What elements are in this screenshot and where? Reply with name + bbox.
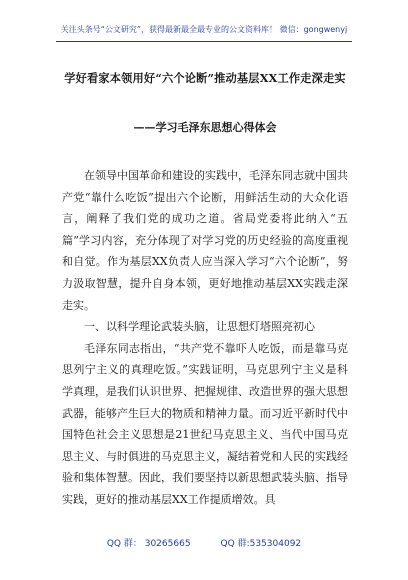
footer-qq-group-2: QQ 群:535304092 <box>220 539 302 549</box>
footer-qq-group-1: QQ 群： 30265665 <box>106 539 191 549</box>
document-title: 学好看家本领用好“六个论断”推动基层XX工作走深走实 <box>64 71 346 85</box>
document-body <box>62 165 348 511</box>
document-subtitle: ——学习毛泽东思想心得体会 <box>133 121 277 134</box>
footer-contact <box>0 536 408 549</box>
section-heading-1: 一、以科学理论武装头脑，让思想灯塔照亮初心 <box>84 320 315 334</box>
header-note: 关注头条号“公文研究”，获得最新最全最专业的公文资料库！ 微信：gongwenyj <box>60 25 348 34</box>
header-divider <box>56 41 352 42</box>
paragraph-section-1: 毛泽东同志指出，“共产党不靠吓人吃饭，而是靠马克思列宁主义的真理吃饭。”实践证明，马克思列宁主义是科学真理，是我们认识世界、把握规律、改造世界的强大思想武器，能够产生巨大的物质和精神力量。而习近平新时代中国特色社会主义思想是21世纪马克思主义、当代中国马克思主义、与时俱进的马克思主义，凝结着党和人民的实践经验和集体智慧。因此，我们要坚持以新思想武装头脑、指导实践，更好的推动基层XX工作提质增效。具 <box>62 341 348 506</box>
paragraph-intro: 在领导中国革命和建设的实践中，毛泽东同志就中国共产党“靠什么吃饭”提出六个论断，用鲜活生动的大众化语言，阐释了我们党的成功之道。省局党委将此纳入“五篇”学习内容，充分体现了对学习党的历史经验的高度重视和自觉。作为基层XX负责人应当深入学习“六个论断”，努力汲取智慧，提升自身本领，更好地推动基层XX实践走深走实。 <box>62 169 348 312</box>
